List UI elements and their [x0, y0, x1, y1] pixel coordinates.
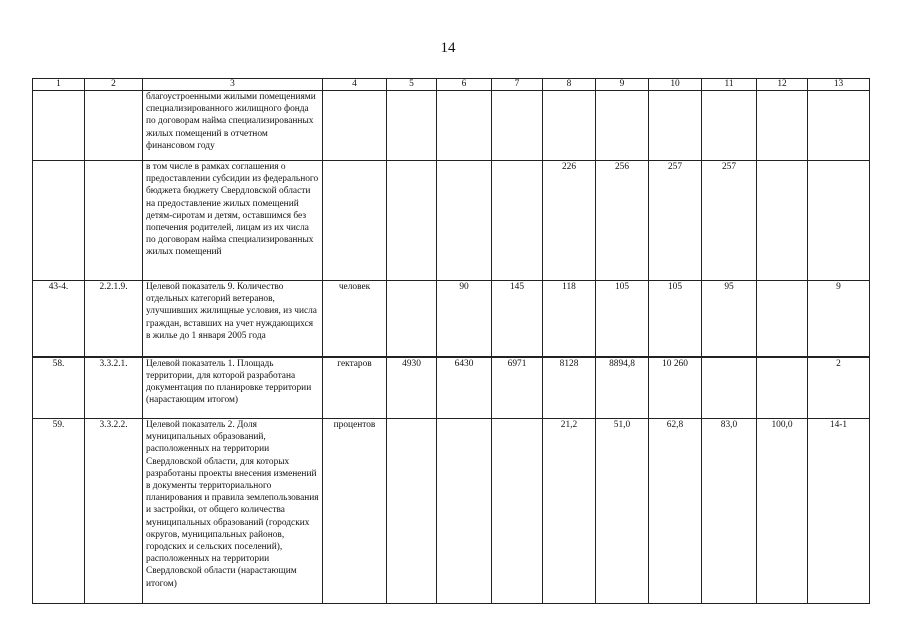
table-row	[33, 419, 870, 604]
value-cell: 105	[649, 281, 702, 357]
value-cell: 83,0	[702, 419, 757, 604]
row-number: 58.	[33, 357, 85, 419]
header-cell: 11	[702, 79, 757, 91]
value-cell	[702, 357, 757, 419]
table-row	[33, 357, 870, 419]
value-cell	[649, 91, 702, 161]
value-cell	[757, 161, 808, 281]
value-cell	[437, 91, 492, 161]
indicators-table	[32, 78, 870, 604]
row-unit: человек	[323, 281, 387, 357]
row-code: 2.2.1.9.	[85, 281, 143, 357]
header-cell: 13	[808, 79, 870, 91]
value-cell	[757, 357, 808, 419]
header-cell: 3	[143, 79, 323, 91]
value-cell	[757, 281, 808, 357]
header-cell: 1	[33, 79, 85, 91]
row-unit: процентов	[323, 419, 387, 604]
value-cell: 4930	[387, 357, 437, 419]
row-code	[85, 161, 143, 281]
value-cell: 90	[437, 281, 492, 357]
row-code: 3.3.2.2.	[85, 419, 143, 604]
value-cell	[702, 91, 757, 161]
value-cell: 105	[596, 281, 649, 357]
value-cell	[387, 161, 437, 281]
column-13-cell	[808, 91, 870, 161]
row-description: в том числе в рамках соглашения о предоставлении субсидии из федерального бюджета бюджету Свердловской области на предоставление жилых помещений детям-сиротам и детям, оставшимся без попечения родителей, лицам из их числа по договорам найма специализированных жилых помещений	[143, 161, 323, 281]
value-cell: 226	[543, 161, 596, 281]
header-cell: 5	[387, 79, 437, 91]
row-code	[85, 91, 143, 161]
row-description: благоустроенными жилыми помещениями специализированного жилищного фонда по договорам найма специализированных жилых помещений в отчетном финансовом году	[143, 91, 323, 161]
row-unit	[323, 161, 387, 281]
header-cell: 12	[757, 79, 808, 91]
value-cell	[437, 419, 492, 604]
row-description: Целевой показатель 9. Количество отдельных категорий ветеранов, улучшивших жилищные условия, из числа граждан, вставших на учет нуждающихся в жилье до 1 января 2005 года	[143, 281, 323, 357]
value-cell	[492, 161, 543, 281]
row-description: Целевой показатель 2. Доля муниципальных образований, расположенных на территории Свердловской области, для которых разработаны проекты внесения изменений в документы территориального планирования и правила землепользования и застройки, от общего количества муниципальных образований (городских округов, муниципальных районов, городских и сельских поселений), расположенных на территории Свердловской области (нарастающим итогом)	[143, 419, 323, 604]
value-cell: 8894,8	[596, 357, 649, 419]
value-cell	[757, 91, 808, 161]
row-unit	[323, 91, 387, 161]
column-13-cell: 9	[808, 281, 870, 357]
value-cell: 10 260	[649, 357, 702, 419]
value-cell: 257	[702, 161, 757, 281]
row-number	[33, 91, 85, 161]
value-cell: 21,2	[543, 419, 596, 604]
header-cell: 8	[543, 79, 596, 91]
row-description: Целевой показатель 1. Площадь территории, для которой разработана документация по планировке территории (нарастающим итогом)	[143, 357, 323, 419]
value-cell	[492, 91, 543, 161]
header-cell: 4	[323, 79, 387, 91]
page-number: 14	[440, 40, 456, 56]
row-unit: гектаров	[323, 357, 387, 419]
value-cell: 257	[649, 161, 702, 281]
table-row	[33, 161, 870, 281]
header-cell: 10	[649, 79, 702, 91]
header-cell: 6	[437, 79, 492, 91]
value-cell: 118	[543, 281, 596, 357]
row-number	[33, 161, 85, 281]
row-number: 43-4.	[33, 281, 85, 357]
value-cell: 256	[596, 161, 649, 281]
value-cell	[387, 419, 437, 604]
column-13-cell: 14-1	[808, 419, 870, 604]
header-cell: 9	[596, 79, 649, 91]
header-cell: 7	[492, 79, 543, 91]
header-row	[33, 79, 870, 91]
column-13-cell	[808, 161, 870, 281]
value-cell: 6971	[492, 357, 543, 419]
table-row	[33, 91, 870, 161]
value-cell: 95	[702, 281, 757, 357]
value-cell: 100,0	[757, 419, 808, 604]
value-cell	[437, 161, 492, 281]
value-cell	[387, 91, 437, 161]
value-cell	[387, 281, 437, 357]
value-cell: 6430	[437, 357, 492, 419]
value-cell	[543, 91, 596, 161]
row-number: 59.	[33, 419, 85, 604]
table-row	[33, 281, 870, 357]
value-cell: 51,0	[596, 419, 649, 604]
header-cell: 2	[85, 79, 143, 91]
value-cell: 145	[492, 281, 543, 357]
row-code: 3.3.2.1.	[85, 357, 143, 419]
value-cell	[492, 419, 543, 604]
value-cell: 8128	[543, 357, 596, 419]
value-cell: 62,8	[649, 419, 702, 604]
column-13-cell: 2	[808, 357, 870, 419]
value-cell	[596, 91, 649, 161]
